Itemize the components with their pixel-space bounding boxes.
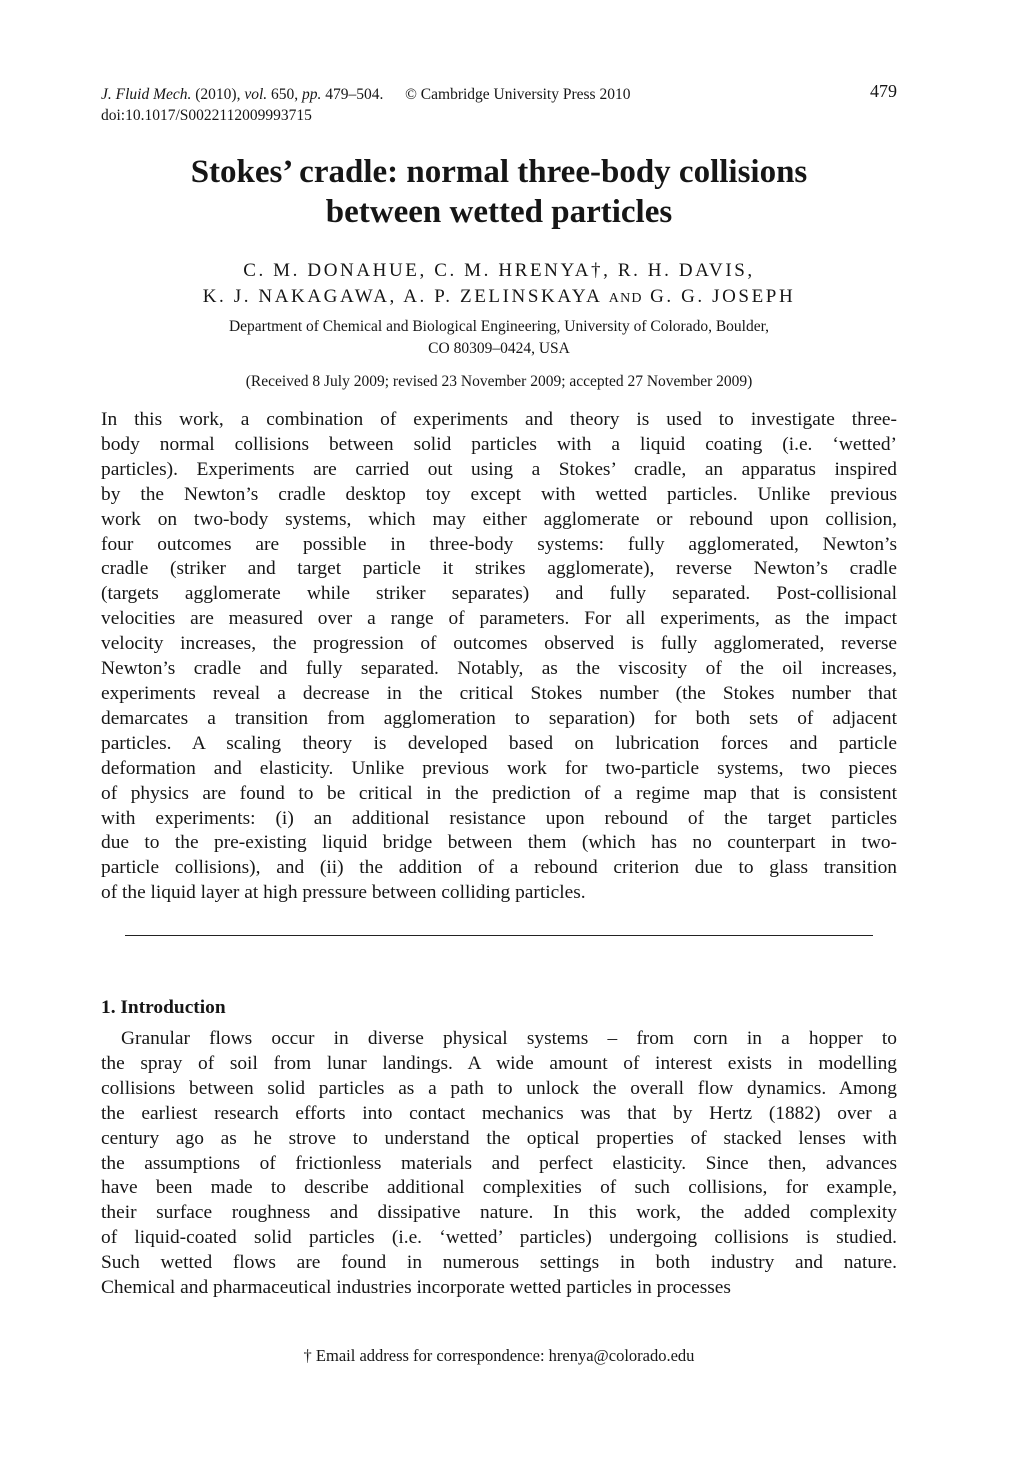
text-line: have been made to describe additional complexities of such collisions, for example,: [101, 1177, 897, 1199]
text-line: demarcates a transition from agglomeration to separation) for both sets of adjacent: [101, 707, 897, 729]
text-line: the spray of soil from lunar landings. A wide amount of interest exists in modelling: [101, 1052, 897, 1074]
text-line: century ago as he strove to understand the optical properties of stacked lenses with: [101, 1127, 897, 1149]
text-line: the assumptions of frictionless materials and perfect elasticity. Since then, advances: [101, 1152, 897, 1174]
text-line: particles. A scaling theory is developed based on lubrication forces and particle: [101, 732, 897, 754]
section-divider: [125, 935, 873, 936]
author-names: G. G. JOSEPH: [650, 286, 796, 307]
text-line: velocity increases, the progression of outcomes observed is fully agglomerated, reverse: [101, 633, 897, 655]
text-line: of liquid-coated solid particles (i.e. ‘wetted’ particles) undergoing collisions is studied.: [101, 1227, 897, 1249]
page-number: 479: [870, 81, 897, 101]
volume-number: 650,: [271, 86, 299, 103]
text-line: experiments reveal a decrease in the critical Stokes number (the Stokes number that: [101, 682, 897, 704]
title-line: Stokes’ cradle: normal three-body collisions: [190, 154, 808, 190]
text-line: In this work, a combination of experiments and theory is used to investigate three-: [101, 409, 897, 430]
author-conjunction: AND: [608, 291, 643, 306]
text-line: cradle (striker and target particle it strikes agglomerate), reverse Newton’s cradle: [101, 558, 897, 580]
volume-label: vol.: [244, 86, 268, 103]
text-line: Chemical and pharmaceutical industries incorporate wetted particles in processes: [101, 1277, 731, 1299]
title-line: between wetted particles: [325, 194, 673, 230]
text-line: (targets agglomerate while striker separates) and fully separated. Post-collisional: [101, 583, 897, 605]
text-line: four outcomes are possible in three-body systems: fully agglomerated, Newton’s: [101, 533, 897, 555]
text-line: due to the pre-existing liquid bridge between them (which has no counterpart in two-: [101, 832, 897, 854]
text-line: particle collisions), and (ii) the addition of a rebound criterion due to glass transition: [101, 857, 897, 879]
doi: doi:10.1017/S0022112009993715: [101, 107, 312, 124]
text-line: their surface roughness and dissipative nature. In this work, the added complexity: [101, 1202, 897, 1224]
introduction-text: [101, 1027, 897, 1301]
text-line: Such wetted flows are found in numerous settings in both industry and nature.: [101, 1252, 897, 1274]
section-heading: 1. Introduction: [101, 997, 226, 1018]
text-line: body normal collisions between solid particles with a liquid coating (i.e. ‘wetted’: [101, 433, 897, 455]
author-line: C. M. DONAHUE, C. M. HRENYA†, R. H. DAVIS,: [243, 260, 755, 281]
text-line: velocities are measured over a range of parameters. For all experiments, as the impact: [101, 608, 897, 630]
affiliation: [101, 316, 897, 360]
text-line: deformation and elasticity. Unlike previous work for two-particle systems, two pieces: [101, 757, 897, 779]
text-line: particles). Experiments are carried out using a Stokes’ cradle, an apparatus inspired: [101, 458, 897, 480]
text-line: with experiments: (i) an additional resistance upon rebound of the target particles: [101, 807, 897, 829]
text-line: collisions between solid particles as a path to unlock the overall flow dynamics. Among: [101, 1077, 897, 1099]
copyright-notice: © Cambridge University Press 2010: [405, 86, 631, 103]
paper-title: [101, 152, 897, 232]
received-dates: (Received 8 July 2009; revised 23 November 2009; accepted 27 November 2009): [245, 373, 753, 390]
affiliation-line: CO 80309–0424, USA: [428, 340, 570, 357]
journal-name: J. Fluid Mech.: [101, 86, 192, 103]
text-line: of physics are found to be critical in the prediction of a regime map that is consistent: [101, 782, 897, 804]
text-line: of the liquid layer at high pressure between colliding particles.: [101, 882, 586, 904]
text-line: by the Newton’s cradle desktop toy except with wetted particles. Unlike previous: [101, 483, 897, 505]
text-line: work on two-body systems, which may either agglomerate or rebound upon collision,: [101, 508, 897, 530]
author-names: K. J. NAKAGAWA, A. P. ZELINSKAYA: [202, 286, 602, 307]
correspondence-footnote: † Email address for correspondence: hrenya@colorado.edu: [303, 1346, 695, 1365]
page-range: 479–504.: [325, 86, 384, 103]
affiliation-line: Department of Chemical and Biological Engineering, University of Colorado, Boulder,: [228, 318, 770, 335]
citation-line: [101, 84, 630, 105]
journal-year: (2010),: [195, 86, 241, 103]
abstract: [101, 408, 897, 906]
author-line: [101, 284, 897, 312]
text-line: the earliest research efforts into contact mechanics was that by Hertz (1882) over a: [101, 1102, 897, 1124]
text-line: Granular flows occur in diverse physical systems – from corn in a hopper to: [121, 1028, 897, 1049]
text-line: Newton’s cradle and fully separated. Notably, as the viscosity of the oil increases,: [101, 658, 897, 680]
journal-header: [101, 84, 630, 126]
pages-label: pp.: [302, 86, 322, 103]
author-list: [101, 258, 897, 312]
